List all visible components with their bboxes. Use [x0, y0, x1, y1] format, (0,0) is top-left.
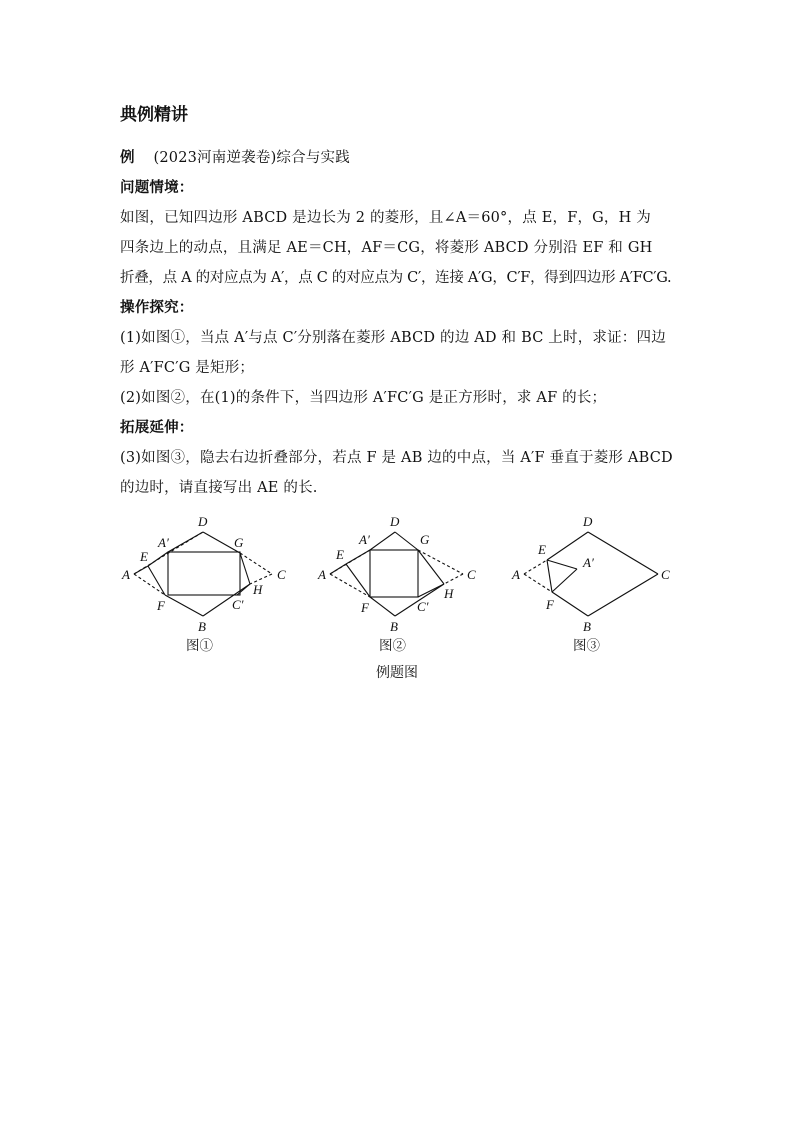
fig1-edge-ad-solid: [168, 532, 203, 552]
question-1-line-2: 形 A′FC′G 是矩形；: [120, 360, 255, 376]
question-3-line-1: (3)如图③，隐去右边折叠部分，若点 F 是 AB 边的中点，当 A′F 垂直于菱形 ABCD: [120, 450, 673, 466]
extend-heading: 拓展延伸：: [120, 420, 194, 436]
fig3-edge-dc: [588, 532, 658, 574]
example-label: 例: [120, 150, 135, 166]
explore-heading: 操作探究：: [120, 300, 194, 316]
fig2-label-ap: A′: [359, 532, 370, 547]
fig1-label-c: C: [277, 567, 286, 582]
fig2-label-h: H: [444, 586, 454, 601]
fig1-fold-gh: [240, 553, 250, 584]
example-source: (2023河南逆袭卷)综合与实践: [153, 150, 350, 166]
fig3-edge-ab: [552, 592, 588, 616]
figure-3-labels: [511, 514, 670, 634]
fig3-fold-ea: [547, 560, 577, 569]
fig3-label-f: F: [546, 597, 554, 612]
fig2-label-e: E: [336, 547, 344, 562]
fig2-label-a: A: [318, 567, 326, 582]
figure-2-labels: [317, 514, 476, 634]
question-3-line-2: 的边时，请直接写出 AE 的长.: [120, 480, 318, 496]
fig3-edge-ad: [547, 532, 588, 560]
document-body: [120, 100, 680, 503]
fig2-edge-ab: [370, 597, 395, 616]
fig3-edge-ad-dashed: [524, 560, 547, 574]
example-line: [120, 143, 680, 173]
fig1-label-b: B: [198, 619, 206, 634]
fig3-label-b: B: [583, 619, 591, 634]
fig1-fold-ef: [148, 566, 165, 595]
fig2-label-c: C: [467, 567, 476, 582]
figures-main-caption: 例题图: [376, 665, 418, 681]
situation-line-1: 如图，已知四边形 ABCD 是边长为 2 的菱形，且∠A＝60°，点 E，F，G，H 为: [120, 210, 651, 226]
fig1-label-g: G: [234, 535, 244, 550]
figure-1-caption: 图①: [186, 638, 213, 654]
fig2-label-g: G: [420, 532, 430, 547]
fig3-edge-bc: [588, 574, 658, 616]
fig1-rectangle: [168, 552, 240, 595]
fig2-edge-dc: [395, 532, 418, 550]
section-title: 典例精讲: [120, 105, 188, 125]
situation-line-3: 折叠，点 A 的对应点为 A′，点 C 的对应点为 C′，连接 A′G，C′F，得到四边形 A′FC′G.: [120, 270, 672, 286]
situation-line-2: 四条边上的动点，且满足 AE＝CH，AF＝CG，将菱形 ABCD 分别沿 EF 和 GH: [120, 240, 653, 256]
fig1-label-a: A: [122, 567, 130, 582]
fig1-label-cp: C′: [232, 597, 244, 612]
fig1-edge-ab: [165, 595, 203, 616]
fig3-label-c: C: [661, 567, 670, 582]
fig2-edge-bc-dashed: [444, 574, 463, 584]
fig2-square: [370, 550, 418, 597]
fig1-label-d: D: [198, 514, 208, 529]
fig1-label-e: E: [140, 549, 148, 564]
fig3-label-ap: A′: [583, 555, 594, 570]
fig1-label-f: F: [157, 598, 165, 613]
fig1-edge-dc-dashed: [240, 553, 272, 574]
fig3-fold-af: [552, 569, 577, 592]
fig3-label-e: E: [538, 542, 546, 557]
fig1-fold-ef-2: [148, 552, 168, 566]
fig3-label-d: D: [583, 514, 593, 529]
figure-3-caption: 图③: [573, 638, 600, 654]
figure-1: [134, 532, 272, 616]
fig1-label-ap: A′: [158, 535, 169, 550]
fig2-label-f: F: [361, 600, 369, 615]
fig2-label-b: B: [390, 619, 398, 634]
fig1-label-h: H: [253, 582, 263, 597]
figure-2: [330, 532, 463, 616]
fig3-edge-ab-dashed: [524, 574, 552, 592]
figures-row: [120, 514, 680, 654]
fig3-fold-ef: [547, 560, 552, 592]
fig3-label-a: A: [512, 567, 520, 582]
question-2: (2)如图②，在(1)的条件下，当四边形 A′FC′G 是正方形时，求 AF 的长；: [120, 390, 607, 406]
fig2-label-cp: C′: [417, 599, 429, 614]
fig2-edge-ab-dashed: [330, 574, 370, 597]
fig1-fold-gh-2: [237, 584, 250, 595]
fig2-label-d: D: [390, 514, 400, 529]
fig2-edge-dc-dashed: [418, 550, 463, 574]
question-1-line-1: (1)如图①，当点 A′与点 C′分别落在菱形 ABCD 的边 AD 和 BC 上时，求证：四边: [120, 330, 666, 346]
situation-heading: 问题情境：: [120, 180, 194, 196]
figure-2-caption: 图②: [379, 638, 406, 654]
fig1-edge-ab-dashed: [134, 574, 165, 595]
figures-svg: [120, 514, 680, 654]
fig2-edge-ad: [370, 532, 395, 550]
